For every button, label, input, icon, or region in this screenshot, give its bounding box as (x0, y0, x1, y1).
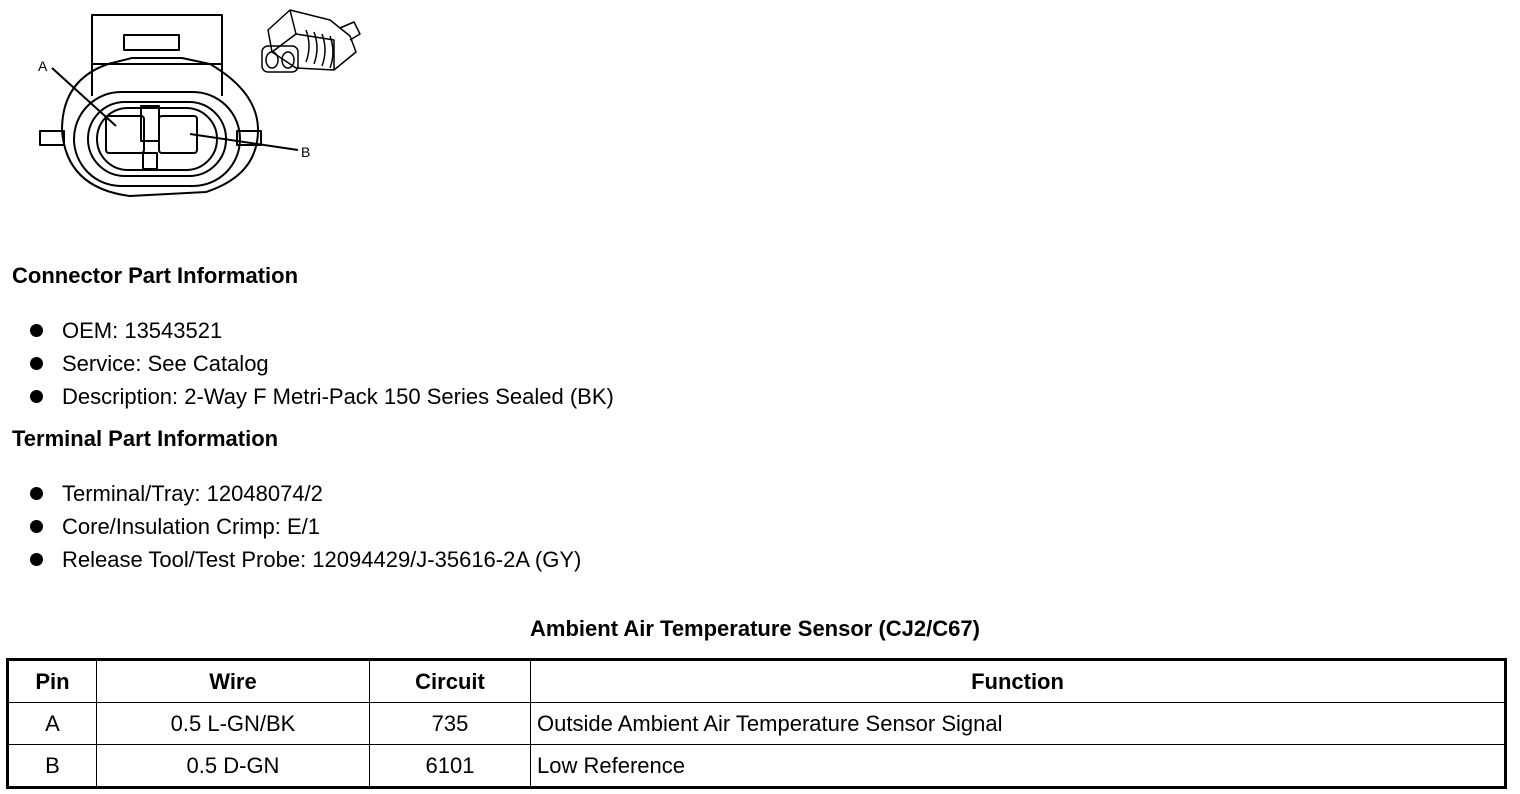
cell-circuit: 6101 (370, 745, 531, 788)
list-item: Description: 2-Way F Metri-Pack 150 Series Sealed (BK) (0, 386, 614, 419)
pinout-table (6, 658, 1507, 789)
bullet-icon (30, 390, 43, 403)
terminal-part-list (0, 483, 581, 582)
cell-pin: B (8, 745, 97, 788)
table-header-row (8, 660, 1506, 703)
connector-diagram (0, 0, 400, 230)
table-row (8, 703, 1506, 745)
column-header-function: Function (531, 660, 1506, 703)
column-header-pin: Pin (8, 660, 97, 703)
bullet-icon (30, 487, 43, 500)
table-row (8, 745, 1506, 788)
column-header-circuit: Circuit (370, 660, 531, 703)
list-item: Core/Insulation Crimp: E/1 (0, 516, 581, 549)
cell-function: Outside Ambient Air Temperature Sensor Signal (531, 703, 1506, 745)
connector-thumbnail (262, 10, 360, 72)
list-item: OEM: 13543521 (0, 320, 614, 353)
cell-function: Low Reference (531, 745, 1506, 788)
column-header-wire: Wire (97, 660, 370, 703)
bullet-icon (30, 324, 43, 337)
connector-part-heading: Connector Part Information (12, 263, 299, 288)
list-item: Release Tool/Test Probe: 12094429/J-35616-2A (GY) (0, 549, 581, 582)
latch-slot (124, 35, 179, 50)
pin-label-a: A (38, 58, 48, 74)
pin-label-b: B (301, 144, 311, 160)
bullet-icon (30, 520, 43, 533)
leader-b (190, 134, 298, 150)
connector-part-list (0, 320, 614, 419)
bullet-icon (30, 357, 43, 370)
left-tab (40, 131, 64, 145)
table-caption: Ambient Air Temperature Sensor (CJ2/C67) (530, 616, 980, 641)
list-item: Service: See Catalog (0, 353, 614, 386)
cell-wire: 0.5 L-GN/BK (97, 703, 370, 745)
connector-latch (92, 15, 222, 96)
cell-wire: 0.5 D-GN (97, 745, 370, 788)
cell-circuit: 735 (370, 703, 531, 745)
bullet-icon (30, 553, 43, 566)
terminal-part-heading: Terminal Part Information (12, 426, 279, 451)
cell-pin: A (8, 703, 97, 745)
list-item: Terminal/Tray: 12048074/2 (0, 483, 581, 516)
